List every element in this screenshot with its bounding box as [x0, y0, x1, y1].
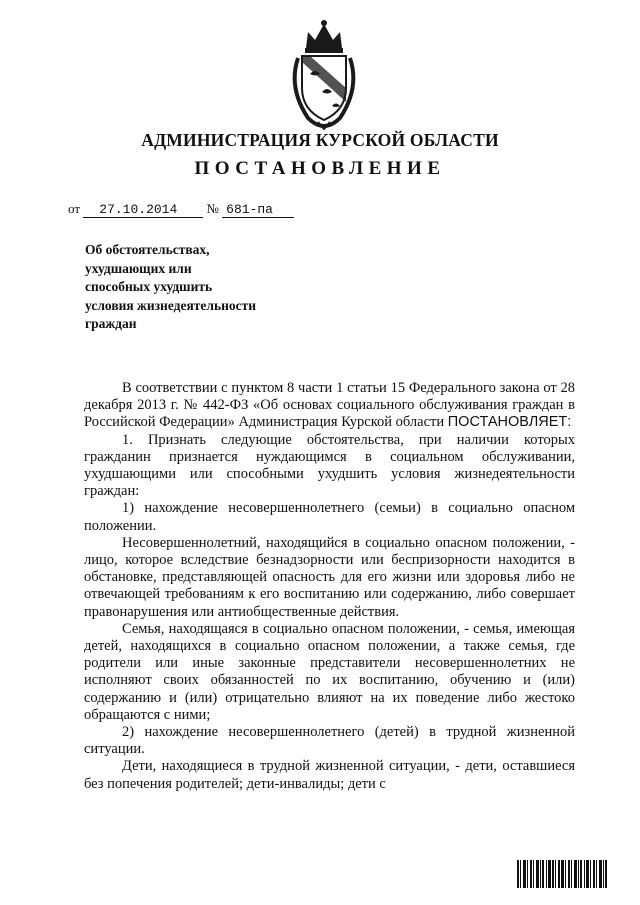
document-number: 681-па	[222, 203, 294, 218]
organization-title: АДМИНИСТРАЦИЯ КУРСКОЙ ОБЛАСТИ	[141, 130, 499, 150]
paragraph: 1) нахождение несовершеннолетнего (семьи) в социально опасном положении.	[84, 500, 575, 534]
paragraph: Дети, находящиеся в трудной жизненной ситуации, - дети, оставшиеся без попечения родителей; дети-инвалиды; дети с	[84, 758, 575, 792]
subject-line: граждан	[85, 316, 137, 331]
subject-line: ухудшающих или	[85, 260, 192, 276]
number-prefix: №	[206, 201, 219, 216]
document-type-title: ПОСТАНОВЛЕНИЕ	[194, 158, 446, 179]
document-subject	[85, 241, 305, 334]
subject-line: Об обстоятельствах,	[85, 242, 210, 257]
document-date: 27.10.2014	[83, 203, 203, 218]
subject-line: способных ухудшить	[85, 279, 213, 294]
paragraph: 2) нахождение несовершеннолетнего (детей) в трудной жизненной ситуации.	[84, 724, 575, 758]
date-prefix: от	[68, 201, 81, 216]
barcode-icon	[517, 860, 607, 888]
paragraph: Семья, находящаяся в социально опасном положении, - семья, имеющая детей, находящихся в социально опасном положении, а также семья, где родители или иные законные представители несовершеннолетних не исполняют своих обязанностей по их воспитанию, обучению и (или) содержанию и (или) отрицательно влияют на их поведение либо жестоко обращаются с ними;	[84, 620, 575, 723]
paragraph-text: В соответствии с пунктом 8 части 1 статьи 15 Федерального закона от 28 декабря 2013 г. № 442-ФЗ «Об основах социального обслуживания граждан в Российской Федерации» Администрация Курской области	[84, 380, 575, 431]
kursk-coat-of-arms-icon	[288, 18, 360, 130]
date-number-line	[68, 201, 294, 218]
paragraph	[84, 380, 575, 432]
paragraph: 1. Признать следующие обстоятельства, при наличии которых гражданин признается нуждающимся в социальном обслуживании, ухудшающими или способными ухудшить условия жизнедеятельности граждан:	[84, 431, 575, 500]
subject-line: условия жизнедеятельности	[85, 297, 257, 313]
resolution-keyword: ПОСТАНОВЛЯЕТ:	[447, 414, 572, 431]
paragraph: Несовершеннолетний, находящийся в социально опасном положении, - лицо, которое вследствие безнадзорности или беспризорности находится в обстановке, представляющей опасность для его жизни или здоровья либо не отвечающей требованиям к его воспитанию или содержанию, либо совершает правонарушения или антиобщественные действия.	[84, 534, 575, 620]
document-body	[84, 380, 575, 793]
